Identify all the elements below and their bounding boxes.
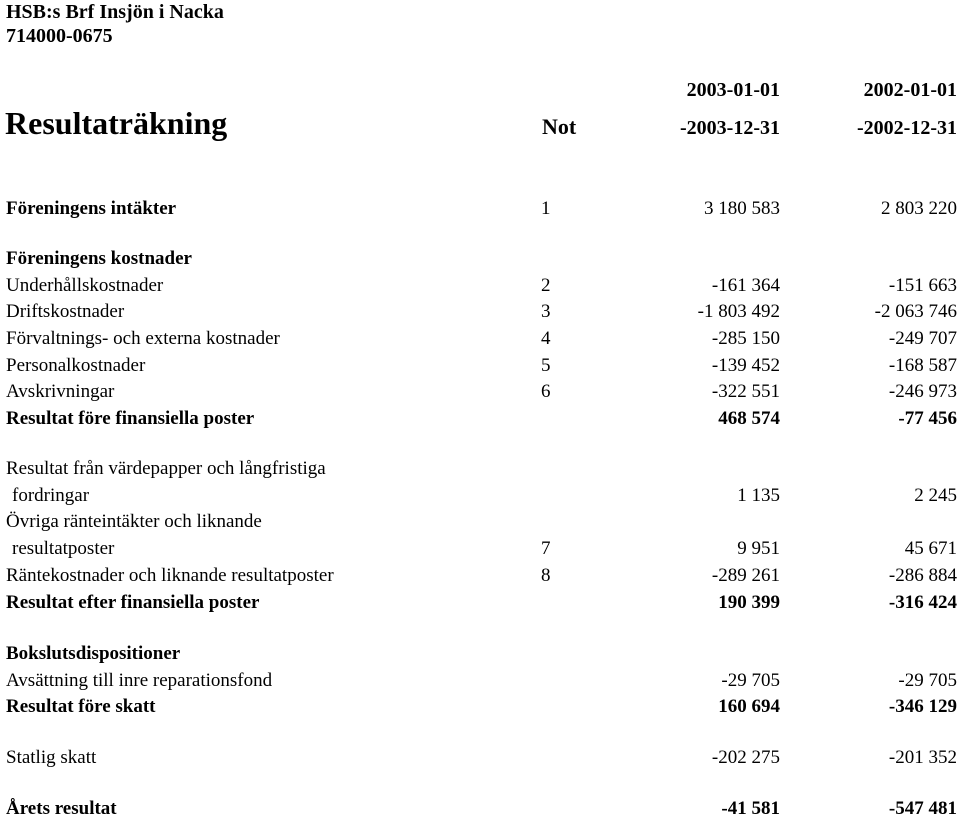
period2-from-header: 2002-01-01 [863,79,957,101]
row-label: Förvaltnings- och externa kostnader [6,328,280,349]
note-column-header: Not [542,114,577,139]
table-row [0,563,960,589]
row-note: 8 [541,565,551,586]
row-value-2002: -168 587 [888,355,957,376]
row-label: fordringar [12,485,90,506]
row-value-2003: 468 574 [718,408,780,429]
row-value-2002: -249 707 [888,328,957,349]
row-value-2002: 2 245 [914,485,957,506]
period1-from-header: 2003-01-01 [686,79,780,101]
row-value-2002: -246 973 [888,381,957,402]
row-note: 6 [541,381,551,402]
row-label: Personalkostnader [6,355,146,376]
table-row [0,353,960,379]
row-label: Underhållskostnader [6,275,164,296]
row-note: 3 [541,301,551,322]
table-row [0,299,960,325]
row-value-2003: 160 694 [718,696,780,717]
row-label: Bokslutsdispositioner [6,643,181,664]
row-note: 7 [541,538,551,559]
row-label: Föreningens intäkter [6,198,177,219]
row-value-2003: 190 399 [718,592,780,613]
table-row [0,509,960,535]
row-value-2003: 3 180 583 [704,198,780,219]
row-value-2002: -286 884 [888,565,957,586]
row-label: Avskrivningar [6,381,115,402]
table-row [0,668,960,694]
row-value-2003: -202 275 [711,747,780,768]
row-value-2002: -346 129 [888,696,957,717]
row-label: Räntekostnader och liknande resultatposter [6,565,334,586]
table-row [0,196,960,222]
row-label: Övriga ränteintäkter och liknande [6,511,262,532]
table-row [0,456,960,482]
row-label: Resultat före finansiella poster [6,408,255,429]
table-row [0,326,960,352]
row-value-2003: -161 364 [711,275,780,296]
section-heading [0,641,960,667]
org-name: HSB:s Brf Insjön i Nacka [6,1,224,23]
row-note: 2 [541,275,551,296]
org-number: 714000-0675 [6,25,113,47]
row-value-2002: -151 663 [888,275,957,296]
row-value-2002: -547 481 [888,798,957,819]
period1-to-header: -2002-12-31 [857,117,957,139]
row-note: 5 [541,355,551,376]
row-label: Statlig skatt [6,747,97,768]
row-value-2003: -322 551 [711,381,780,402]
row-value-2003: 1 135 [737,485,780,506]
row-label: Resultat före skatt [6,696,156,717]
row-value-2002: -201 352 [888,747,957,768]
row-value-2003: 9 951 [737,538,780,559]
row-value-2003: -1 803 492 [697,301,780,322]
row-value-2003: -289 261 [711,565,780,586]
row-label: Årets resultat [6,798,117,819]
subtotal-row [0,406,960,432]
total-row [0,796,960,822]
row-value-2003: -29 705 [721,670,780,691]
row-label: Föreningens kostnader [6,248,192,269]
row-value-2002: -2 063 746 [874,301,957,322]
row-value-2003: -139 452 [711,355,780,376]
period2-to-header: -2003-12-31 [680,117,780,139]
row-value-2002: -29 705 [898,670,957,691]
table-row [0,536,960,562]
table-row [0,273,960,299]
subtotal-row [0,590,960,616]
page-title: Resultaträkning [5,105,228,141]
table-row [0,379,960,405]
row-value-2003: -41 581 [721,798,780,819]
table-row [0,483,960,509]
row-value-2003: -285 150 [711,328,780,349]
row-value-2002: -77 456 [898,408,957,429]
row-label: Resultat från värdepapper och långfristiga [6,458,326,479]
row-value-2002: 45 671 [904,538,957,559]
row-note: 4 [541,328,551,349]
row-value-2002: -316 424 [888,592,957,613]
table-row [0,745,960,771]
row-label: Avsättning till inre reparationsfond [6,670,273,691]
section-heading [0,246,960,272]
row-note: 1 [541,198,551,219]
row-value-2002: 2 803 220 [881,198,957,219]
row-label: Driftskostnader [6,301,125,322]
row-label: Resultat efter finansiella poster [6,592,260,613]
subtotal-row [0,694,960,720]
row-label: resultatposter [12,538,115,559]
